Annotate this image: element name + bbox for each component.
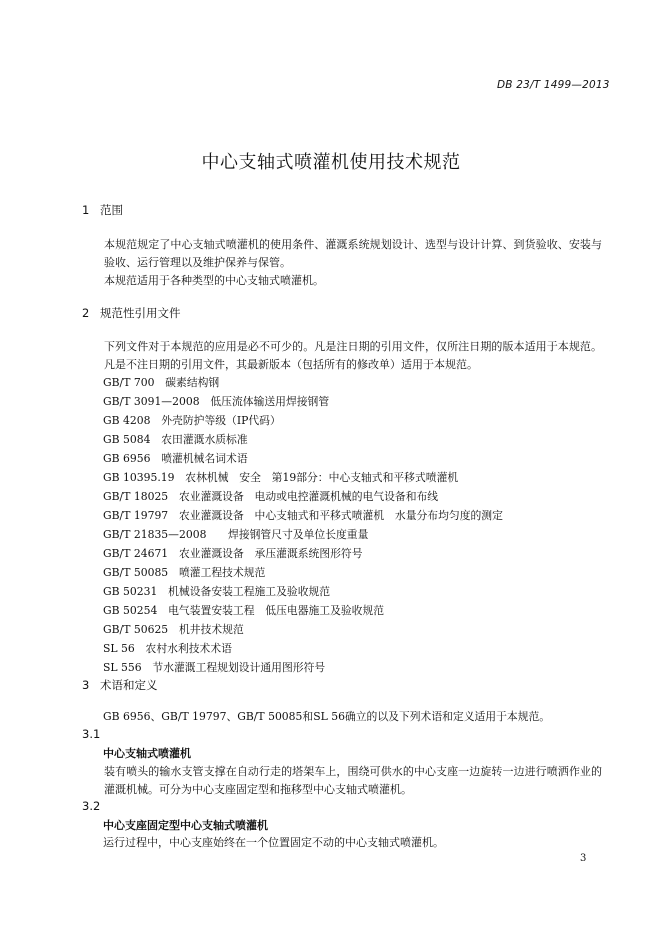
section-2-heading xyxy=(82,305,181,321)
reference-item: GB/T 21835—2008 焊接钢管尺寸及单位长度重量 xyxy=(103,528,369,541)
term-number: 3.1 xyxy=(82,727,101,741)
section-number: 1 xyxy=(82,203,90,217)
section-number: 2 xyxy=(82,306,90,320)
term-definition xyxy=(82,763,602,799)
reference-item: GB 10395.19 农林机械 安全 第19部分：中心支轴式和平移式喷灌机 xyxy=(103,471,459,484)
reference-item: SL 56 农村水利技术术语 xyxy=(103,642,232,655)
standard-number: DB 23/T 1499—2013 xyxy=(497,79,610,91)
reference-item: GB 50254 电气装置安装工程 低压电器施工及验收规范 xyxy=(103,604,385,617)
reference-item: GB 6956 喷灌机械名词术语 xyxy=(103,452,248,465)
reference-item: GB/T 50085 喷灌工程技术规范 xyxy=(103,566,266,579)
section-2-intro xyxy=(82,338,602,374)
paragraph-text: 本规范规定了中心支轴式喷灌机的使用条件、灌溉系统规划设计、选型与设计计算、到货验收、安装与验收、运行管理以及维护保养与保管。 xyxy=(104,238,602,269)
page-number: 3 xyxy=(580,853,587,864)
reference-item: GB/T 50625 机井技术规范 xyxy=(103,623,244,636)
term-number: 3.2 xyxy=(82,799,101,813)
reference-item: GB 5084 农田灌溉水质标准 xyxy=(103,433,248,446)
term-definition: 运行过程中，中心支座始终在一个位置固定不动的中心支轴式喷灌机。 xyxy=(103,836,444,849)
reference-item: GB/T 700 碳素结构钢 xyxy=(103,376,220,389)
section-number: 3 xyxy=(82,678,90,692)
term-name: 中心支轴式喷灌机 xyxy=(103,747,191,760)
section-1-heading xyxy=(82,202,123,218)
section-3-heading xyxy=(82,677,158,693)
paragraph-text: 装有喷头的输水支管支撑在自动行走的塔架车上，围绕可供水的中心支座一边旋转一边进行喷洒作业的灌溉机械。可分为中心支座固定型和拖移型中心支轴式喷灌机。 xyxy=(104,765,602,796)
reference-item: GB/T 3091—2008 低压流体输送用焊接钢管 xyxy=(103,395,330,408)
section-title: 范围 xyxy=(100,203,123,217)
reference-item: GB 4208 外壳防护等级（IP代码） xyxy=(103,414,281,427)
section-1-paragraph xyxy=(82,236,602,290)
reference-item: GB/T 18025 农业灌溉设备 电动或电控灌溉机械的电气设备和布线 xyxy=(103,490,439,503)
section-3-intro: GB 6956、GB/T 19797、GB/T 50085和SL 56确立的以及下列术语和定义适用于本规范。 xyxy=(103,710,551,723)
reference-item: GB/T 24671 农业灌溉设备 承压灌溉系统图形符号 xyxy=(103,547,363,560)
paragraph-text: 本规范适用于各种类型的中心支轴式喷灌机。 xyxy=(104,274,324,287)
reference-item: GB 50231 机械设备安装工程施工及验收规范 xyxy=(103,585,331,598)
section-title: 规范性引用文件 xyxy=(100,306,181,320)
reference-item: GB/T 19797 农业灌溉设备 中心支轴式和平移式喷灌机 水量分布均匀度的测定 xyxy=(103,509,503,522)
section-title: 术语和定义 xyxy=(100,678,158,692)
paragraph-text: 下列文件对于本规范的应用是必不可少的。凡是注日期的引用文件，仅所注日期的版本适用于本规范。凡是不注日期的引用文件，其最新版本（包括所有的修改单）适用于本规范。 xyxy=(104,340,602,371)
term-name: 中心支座固定型中心支轴式喷灌机 xyxy=(103,819,268,832)
document-title: 中心支轴式喷灌机使用技术规范 xyxy=(201,152,461,173)
reference-item: SL 556 节水灌溉工程规划设计通用图形符号 xyxy=(103,661,326,674)
